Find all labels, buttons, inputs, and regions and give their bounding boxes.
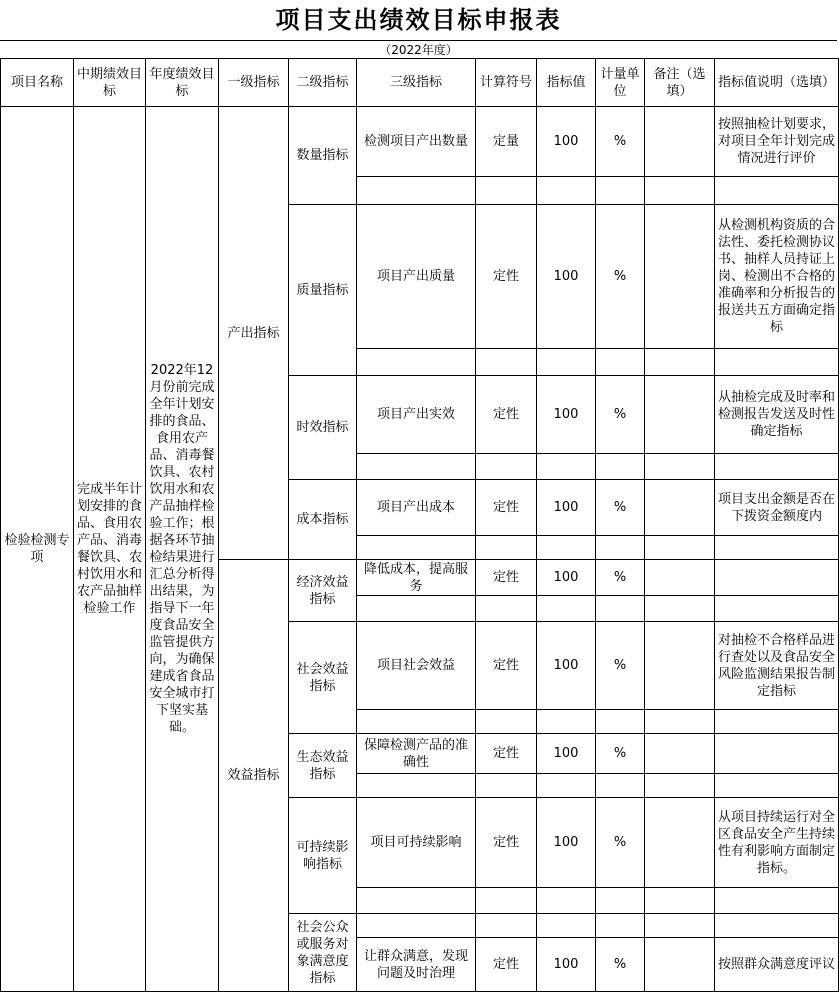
desc-cell: 对抽检不合格样品进行查处以及食品安全风险监测结果报告制定指标 [715,622,839,710]
form-title: 项目支出绩效目标申报表 [275,5,562,34]
level3-cell: 检测项目产出数量 [357,107,476,177]
level2-cell: 数量指标 [289,107,357,205]
note-cell [645,480,715,536]
unit-cell: % [596,938,645,992]
level2-cell: 可持续影响指标 [289,798,357,914]
unit-cell: % [596,560,645,596]
level2-cell: 经济效益指标 [289,560,357,622]
unit-cell: % [596,622,645,710]
header-cell-unit: 计量单位 [596,59,645,107]
level2-cell: 质量指标 [289,205,357,376]
unit-cell: % [596,205,645,349]
desc-cell: 从抽检完成及时率和检测报告发送及时性确定指标 [715,376,839,454]
header-cell-mid-term-goal: 中期绩效目标 [74,59,146,107]
desc-cell: 从检测机构资质的合法性、委托检测协议书、抽样人员持证上岗、检测出不合格的准确率和分析报告的报送共五方面确定指标 [715,205,839,349]
level2-cell: 生态效益指标 [289,734,357,798]
mid-term-goal-cell: 完成半年计划安排的食品、食用农产品、消毒餐饮具、农村饮用水和农产品抽样检验工作 [74,107,146,992]
symbol-cell: 定性 [476,734,537,774]
symbol-cell: 定性 [476,798,537,888]
level3-cell: 项目产出成本 [357,480,476,536]
unit-cell: % [596,798,645,888]
symbol-cell: 定性 [476,376,537,454]
header-cell-value: 指标值 [537,59,596,107]
header-cell-level1: 一级指标 [219,59,289,107]
level3-cell: 项目产出质量 [357,205,476,349]
note-cell [645,938,715,992]
value-cell: 100 [537,734,596,774]
value-cell: 100 [537,560,596,596]
desc-cell: 按照抽检计划要求，对项目全年计划完成情况进行评价 [715,107,839,177]
symbol-cell: 定性 [476,938,537,992]
symbol-cell: 定性 [476,480,537,536]
value-cell: 100 [537,622,596,710]
note-cell [645,622,715,710]
performance-table [0,58,839,992]
note-cell [645,560,715,596]
level2-cell: 成本指标 [289,480,357,560]
unit-cell: % [596,480,645,536]
unit-cell: % [596,376,645,454]
header-cell-desc: 指标值说明（选填） [715,59,839,107]
header-row [1,59,839,107]
level2-cell: 时效指标 [289,376,357,480]
table-row [1,107,839,177]
level2-cell: 社会公众或服务对象满意度指标 [289,914,357,992]
form-year: （2022年度） [0,40,837,59]
header-cell-symbol: 计算符号 [476,59,537,107]
note-cell [645,734,715,774]
symbol-cell: 定性 [476,560,537,596]
desc-cell: 项目支出金额是否在下拨资金额度内 [715,480,839,536]
note-cell [645,107,715,177]
value-cell: 100 [537,480,596,536]
header-cell-note: 备注（选填） [645,59,715,107]
desc-cell [715,560,839,596]
level3-cell: 项目社会效益 [357,622,476,710]
project-name-cell: 检验检测专项 [1,107,74,992]
note-cell [645,205,715,349]
level3-cell: 保障检测产品的准确性 [357,734,476,774]
header-cell-annual-goal: 年度绩效目标 [146,59,219,107]
value-cell: 100 [537,107,596,177]
annual-goal-cell: 2022年12月份前完成全年计划安排的食品、食用农产品、消毒餐饮具、农村饮用水和农产品抽样检验工作；根据各环节抽检结果进行汇总分析得出结果，为指导下一年度食品安全监管提供方向，为确保建成省食品安全城市打下坚实基础。 [146,107,219,992]
note-cell [645,376,715,454]
level3-cell: 让群众满意，发现问题及时治理 [357,938,476,992]
unit-cell: % [596,734,645,774]
symbol-cell: 定性 [476,205,537,349]
symbol-cell: 定性 [476,622,537,710]
header-cell-project-name: 项目名称 [1,59,74,107]
desc-cell: 从项目持续运行对全区食品安全产生持续性有利影响方面制定指标。 [715,798,839,888]
value-cell: 100 [537,798,596,888]
note-cell [645,798,715,888]
level3-cell: 项目产出实效 [357,376,476,454]
desc-cell: 按照群众满意度评议 [715,938,839,992]
header-cell-level2: 二级指标 [289,59,357,107]
value-cell: 100 [537,205,596,349]
value-cell: 100 [537,938,596,992]
level3-cell: 降低成本，提高服务 [357,560,476,596]
value-cell: 100 [537,376,596,454]
level3-cell: 项目可持续影响 [357,798,476,888]
symbol-cell: 定量 [476,107,537,177]
unit-cell: % [596,107,645,177]
level1-output-cell: 产出指标 [219,107,289,560]
desc-cell [715,734,839,774]
header-cell-level3: 三级指标 [357,59,476,107]
level2-cell: 社会效益指标 [289,622,357,734]
level1-benefit-cell: 效益指标 [219,560,289,992]
